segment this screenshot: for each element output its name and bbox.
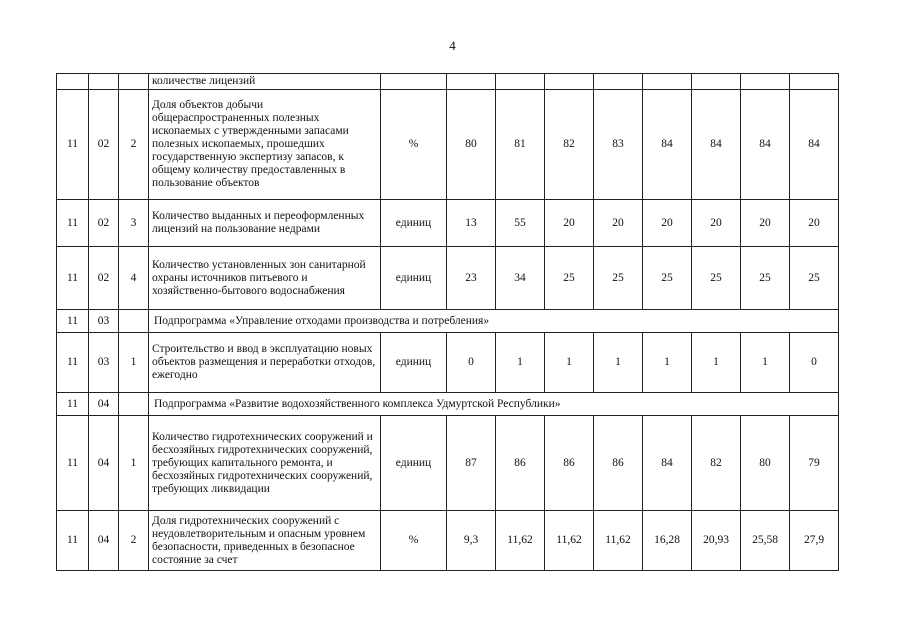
value-cell: 20,93 (692, 511, 741, 571)
value-cell: 23 (447, 247, 496, 310)
table-row (57, 200, 839, 247)
value-cell (692, 74, 741, 90)
subcode-cell: 03 (89, 333, 119, 393)
subcode-cell: 04 (89, 416, 119, 511)
value-cell: 0 (447, 333, 496, 393)
item-number-cell: 2 (119, 511, 149, 571)
value-cell: 34 (496, 247, 545, 310)
indicator-description: количестве лицензий (149, 74, 381, 90)
value-cell: 13 (447, 200, 496, 247)
value-cell (594, 74, 643, 90)
subprogram-row (57, 393, 839, 416)
subcode-cell (89, 74, 119, 90)
value-cell: 11,62 (496, 511, 545, 571)
value-cell: 1 (594, 333, 643, 393)
value-cell: 20 (692, 200, 741, 247)
value-cell: 25 (790, 247, 839, 310)
code-cell: 11 (57, 416, 89, 511)
subcode-cell: 03 (89, 310, 119, 333)
value-cell: 84 (741, 90, 790, 200)
subprogram-title: Подпрограмма «Развитие водохозяйственного комплекса Удмуртской Республики» (149, 393, 839, 416)
value-cell (790, 74, 839, 90)
value-cell: 80 (447, 90, 496, 200)
value-cell (545, 74, 594, 90)
indicator-description: Количество выданных и переоформленных лицензий на пользование недрами (149, 200, 381, 247)
value-cell: 1 (741, 333, 790, 393)
item-number-cell: 4 (119, 247, 149, 310)
value-cell: 25,58 (741, 511, 790, 571)
item-number-cell: 1 (119, 333, 149, 393)
item-number-cell (119, 74, 149, 90)
value-cell: 86 (594, 416, 643, 511)
indicator-description: Количество гидротехнических сооружений и бесхозяйных гидротехнических сооружений, требующих капитального ремонта, и бесхозяйных гидротехнических сооружений, требующих ликвидации (149, 416, 381, 511)
subcode-cell: 04 (89, 511, 119, 571)
unit-cell: единиц (381, 416, 447, 511)
value-cell: 1 (692, 333, 741, 393)
item-number-cell: 3 (119, 200, 149, 247)
value-cell: 25 (741, 247, 790, 310)
unit-cell: % (381, 511, 447, 571)
value-cell: 27,9 (790, 511, 839, 571)
code-cell: 11 (57, 247, 89, 310)
subcode-cell: 02 (89, 247, 119, 310)
value-cell: 79 (790, 416, 839, 511)
code-cell: 11 (57, 200, 89, 247)
value-cell: 25 (643, 247, 692, 310)
value-cell: 82 (545, 90, 594, 200)
value-cell (643, 74, 692, 90)
subcode-cell: 02 (89, 90, 119, 200)
indicator-description: Доля объектов добычи общераспространенных полезных ископаемых с утвержденными запасами полезных ископаемых, прошедших государственную экспертизу запасов, к общему количеству предоставленных в пользование объектов (149, 90, 381, 200)
value-cell: 84 (643, 416, 692, 511)
code-cell: 11 (57, 511, 89, 571)
value-cell: 20 (643, 200, 692, 247)
value-cell (447, 74, 496, 90)
page-number: 4 (449, 38, 456, 53)
table-row (57, 511, 839, 571)
value-cell: 86 (545, 416, 594, 511)
item-number-cell (119, 393, 149, 416)
value-cell: 1 (496, 333, 545, 393)
value-cell: 84 (790, 90, 839, 200)
value-cell: 86 (496, 416, 545, 511)
value-cell (496, 74, 545, 90)
item-number-cell: 2 (119, 90, 149, 200)
unit-cell: единиц (381, 247, 447, 310)
code-cell: 11 (57, 333, 89, 393)
value-cell: 80 (741, 416, 790, 511)
value-cell: 81 (496, 90, 545, 200)
unit-cell: % (381, 90, 447, 200)
value-cell: 0 (790, 333, 839, 393)
item-number-cell: 1 (119, 416, 149, 511)
value-cell: 1 (643, 333, 692, 393)
table-row (57, 74, 839, 90)
table-row (57, 416, 839, 511)
value-cell: 20 (545, 200, 594, 247)
code-cell: 11 (57, 90, 89, 200)
value-cell: 11,62 (594, 511, 643, 571)
unit-cell: единиц (381, 200, 447, 247)
value-cell: 84 (643, 90, 692, 200)
item-number-cell (119, 310, 149, 333)
code-cell: 11 (57, 393, 89, 416)
value-cell: 25 (545, 247, 594, 310)
value-cell: 20 (741, 200, 790, 247)
value-cell: 9,3 (447, 511, 496, 571)
code-cell (57, 74, 89, 90)
value-cell: 83 (594, 90, 643, 200)
indicators-table (56, 73, 839, 571)
value-cell: 55 (496, 200, 545, 247)
indicator-description: Доля гидротехнических сооружений с неудовлетворительным и опасным уровнем безопасности, приведенных в безопасное состояние за счет (149, 511, 381, 571)
subprogram-row (57, 310, 839, 333)
code-cell: 11 (57, 310, 89, 333)
value-cell: 87 (447, 416, 496, 511)
value-cell: 25 (594, 247, 643, 310)
unit-cell (381, 74, 447, 90)
subcode-cell: 02 (89, 200, 119, 247)
indicator-description: Количество установленных зон санитарной охраны источников питьевого и хозяйственно-бытового водоснабжения (149, 247, 381, 310)
value-cell: 11,62 (545, 511, 594, 571)
table-body (57, 74, 839, 571)
value-cell: 1 (545, 333, 594, 393)
value-cell: 20 (594, 200, 643, 247)
value-cell: 25 (692, 247, 741, 310)
value-cell: 84 (692, 90, 741, 200)
value-cell: 20 (790, 200, 839, 247)
value-cell: 16,28 (643, 511, 692, 571)
value-cell (741, 74, 790, 90)
value-cell: 82 (692, 416, 741, 511)
subprogram-title: Подпрограмма «Управление отходами производства и потребления» (149, 310, 839, 333)
table-row (57, 90, 839, 200)
unit-cell: единиц (381, 333, 447, 393)
subcode-cell: 04 (89, 393, 119, 416)
indicator-description: Строительство и ввод в эксплуатацию новых объектов размещения и переработки отходов, ежегодно (149, 333, 381, 393)
table-row (57, 247, 839, 310)
table-row (57, 333, 839, 393)
